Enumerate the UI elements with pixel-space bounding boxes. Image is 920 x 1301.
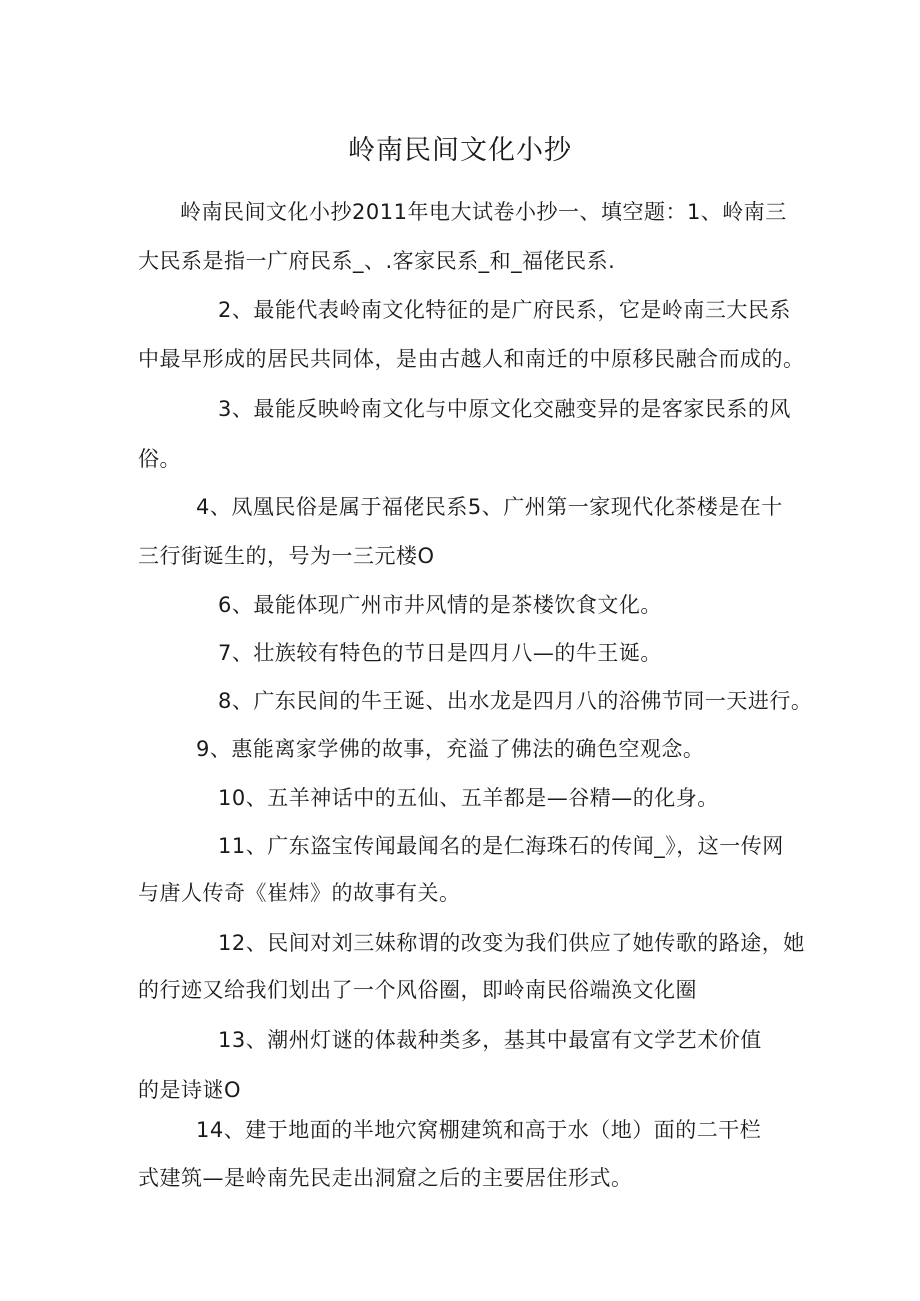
text-line-13: 10、五羊神话中的五仙、五羊都是—谷精—的化身。 [218,786,719,810]
text-line-9: 6、最能体现广州市井风情的是茶楼饮食文化。 [218,593,662,617]
text-line-11: 8、广东民间的牛王诞、出水龙是四月八的浴佛节同一天进行。 [218,689,813,713]
text-line-2: 大民系是指一广府民系_、.客家民系_和_福佬民系. [138,249,616,273]
text-line-6: 俗。 [138,447,181,471]
text-line-12: 9、惠能离家学佛的故事，充溢了佛法的确色空观念。 [196,737,705,761]
text-line-7: 4、凤凰民俗是属于福佬民系5、广州第一家现代化茶楼是在十 [196,495,783,519]
text-line-3: 2、最能代表岭南文化特征的是广府民系，它是岭南三大民系 [218,298,791,322]
text-line-8: 三行街诞生的，号为一三元楼O [138,544,435,568]
text-line-18: 13、潮州灯谜的体裁种类多，基其中最富有文学艺术价值 [218,1028,762,1052]
text-line-20: 14、建于地面的半地穴窝棚建筑和高于水（地）面的二干栏 [196,1118,762,1142]
text-line-19: 的是诗谜O [138,1078,242,1102]
text-line-15: 与唐人传奇《崔炜》的故事有关。 [138,881,461,905]
text-line-1: 岭南民间文化小抄2011年电大试卷小抄一、填空题：1、岭南三 [180,200,787,224]
text-line-17: 的行迹又给我们划出了一个风俗圈，即岭南民俗端涣文化圈 [138,978,697,1002]
text-line-16: 12、民间对刘三妹称谓的改变为我们供应了她传歌的路途，她 [218,931,805,955]
page-title: 岭南民间文化小抄 [348,135,572,166]
text-line-4: 中最早形成的居民共同体，是由古越人和南迁的中原移民融合而成的。 [138,347,805,371]
text-line-21: 式建筑—是岭南先民走出洞窟之后的主要居住形式。 [138,1166,633,1190]
text-line-14: 11、广东盗宝传闻最闻名的是仁海珠石的传闻_》，这一传网 [218,834,784,858]
text-line-10: 7、壮族较有特色的节日是四月八—的牛王诞。 [218,641,662,665]
text-line-5: 3、最能反映岭南文化与中原文化交融变异的是客家民系的风 [218,397,791,421]
